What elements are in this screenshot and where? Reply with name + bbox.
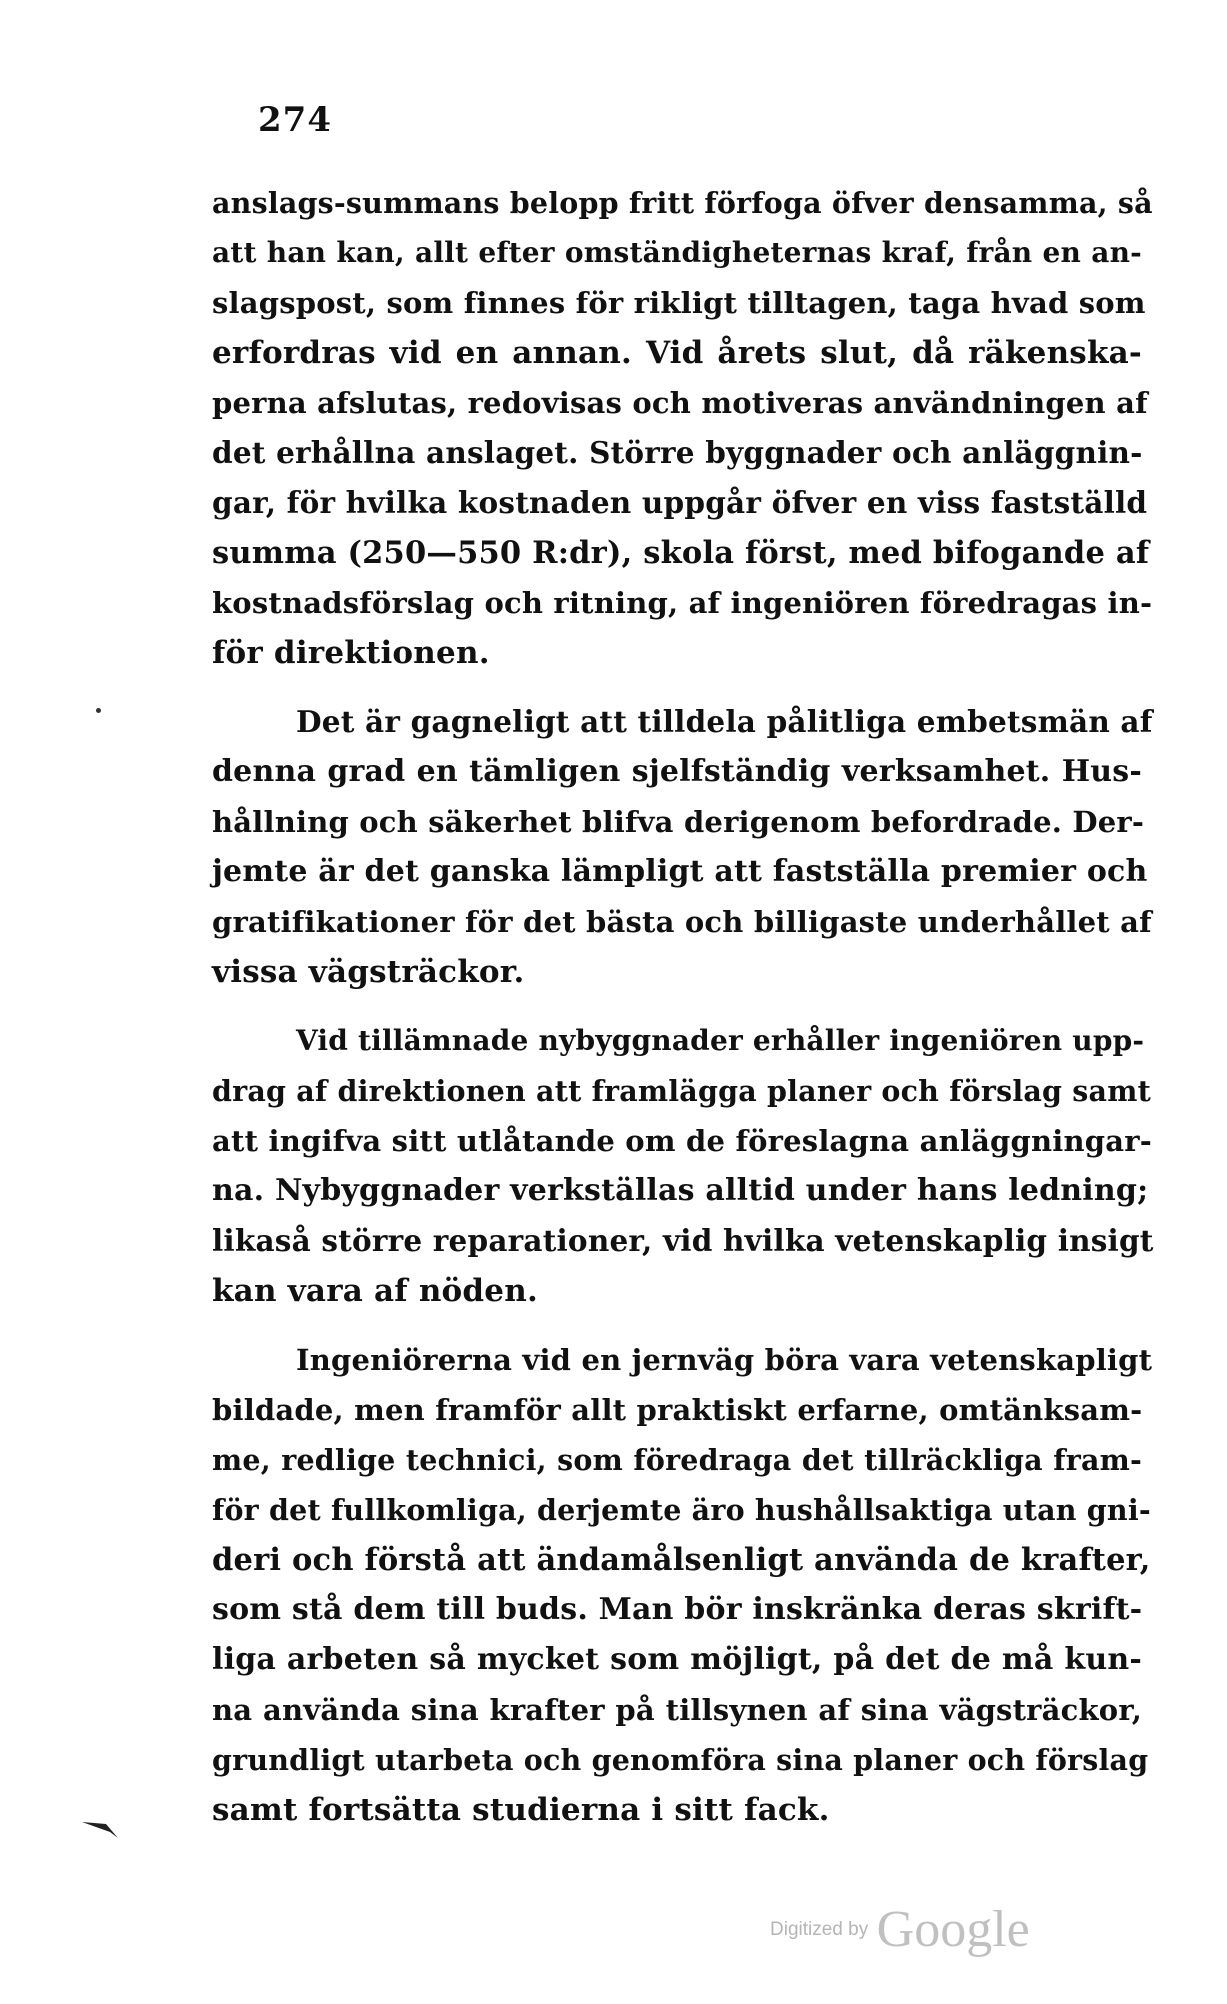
text-line: det erhållna anslaget. Större byggnader och anläggnin- [212, 435, 1143, 470]
text-line: för direktionen. [212, 635, 490, 671]
paragraph-4 [212, 1335, 1153, 1835]
text-line: jemte är det ganska lämpligt att fastställa premier och [212, 854, 1148, 889]
ink-speck [96, 708, 101, 713]
text-line: hållning och säkerhet blifva derigenom befordrade. Der- [212, 805, 1145, 839]
text-line: Det är gagneligt att tilldela pålitliga embetsmän af [296, 704, 1153, 739]
text-line: gar, för hvilka kostnaden uppgår öfver en viss fastställd [212, 485, 1148, 520]
paragraph-3 [212, 1016, 1154, 1316]
text-line: Ingeniörerna vid en jernväg böra vara vetenskapligt [296, 1343, 1153, 1377]
text-line: att ingifva sitt utlåtande om de föreslagna anläggningar- [212, 1124, 1152, 1158]
text-line: na. Nybyggnader verkställas alltid under hans ledning; [212, 1173, 1149, 1208]
text-line: kostnadsförslag och ritning, af ingeniören föredragas in- [212, 586, 1153, 620]
text-line: samt fortsätta studierna i sitt fack. [212, 1792, 830, 1828]
text-line: Vid tillämnade nybyggnader erhåller ingeniören upp- [296, 1024, 1145, 1057]
pencil-mark-icon [80, 1818, 140, 1848]
text-line: slagspost, som finnes för rikligt tilltagen, taga hvad som [212, 286, 1146, 320]
paragraph-1 [212, 178, 1153, 678]
paragraph-2 [212, 697, 1153, 997]
text-line: perna afslutas, redovisas och motiveras användningen af [212, 386, 1148, 420]
text-line: anslags-summans belopp fritt förfoga öfver densamma, så [212, 186, 1153, 220]
google-logo: Google [876, 1901, 1030, 1958]
text-line: deri och förstå att ändamålsenligt använda de krafter, [212, 1542, 1151, 1578]
text-line: för det fullkomliga, derjemte äro hushållsaktiga utan gni- [212, 1493, 1151, 1527]
page-number: 274 [258, 100, 332, 140]
text-line: denna grad en tämligen sjelfständig verksamhet. Hus- [212, 754, 1142, 789]
text-line: me, redlige technici, som föredraga det tillräckliga fram- [212, 1443, 1142, 1477]
text-line: bildade, men framför allt praktiskt erfarne, omtänksam- [212, 1393, 1143, 1427]
text-line: erfordras vid en annan. Vid årets slut, då räkenska- [212, 335, 1142, 371]
text-line: drag af direktionen att framlägga planer och förslag samt [212, 1074, 1151, 1108]
digitized-by-google-watermark [770, 1900, 1030, 1959]
text-line: som stå dem till buds. Man bör inskränka deras skrift- [212, 1592, 1143, 1627]
text-line: gratifikationer för det bästa och billigaste underhållet af [212, 905, 1152, 939]
text-line: kan vara af nöden. [212, 1273, 538, 1309]
watermark-prefix: Digitized by [770, 1918, 869, 1940]
text-line: vissa vägsträckor. [212, 954, 525, 990]
text-line: na använda sina krafter på tillsynen af sina vägsträckor, [212, 1693, 1142, 1727]
text-line: summa (250—550 R:dr), skola först, med bifogande af [212, 535, 1150, 571]
text-line: grundligt utarbeta och genomföra sina planer och förslag [212, 1743, 1149, 1777]
text-line: att han kan, allt efter omständigheternas kraf, från en an- [212, 236, 1142, 269]
text-line: liga arbeten så mycket som möjligt, på det de må kun- [212, 1642, 1142, 1677]
text-line: likaså större reparationer, vid hvilka vetenskaplig insigt [212, 1223, 1154, 1258]
